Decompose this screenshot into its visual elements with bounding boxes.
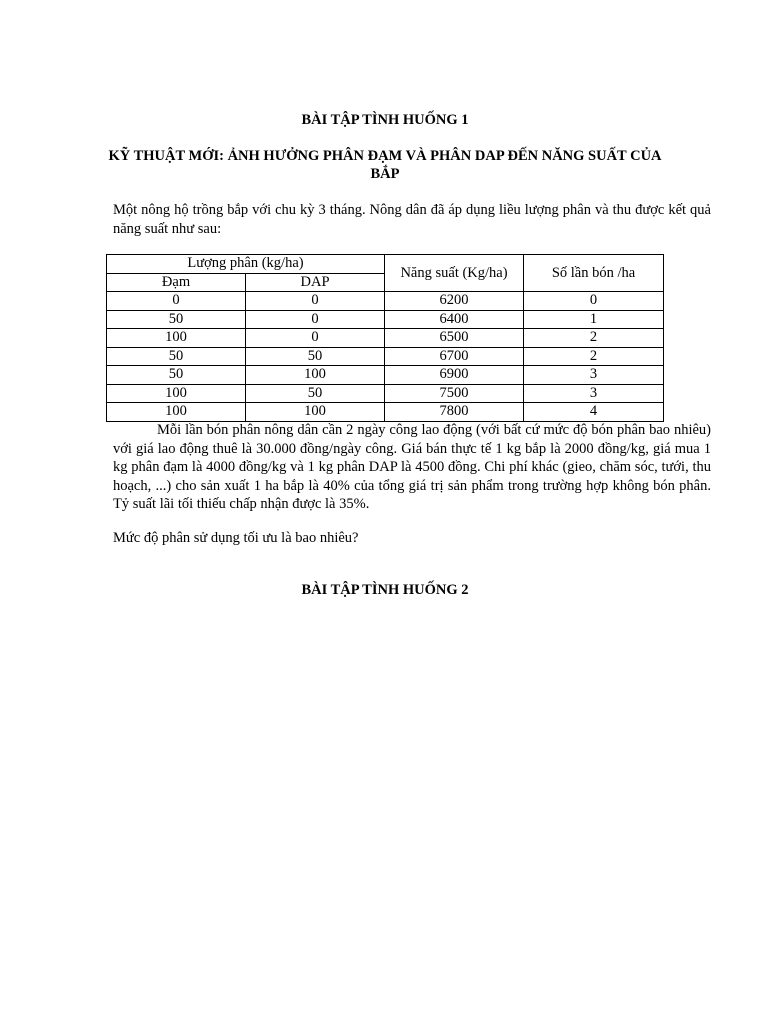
cell-dap: 100 (246, 403, 385, 422)
cell-dam: 100 (107, 403, 246, 422)
header-yield: Năng suất (Kg/ha) (385, 255, 524, 292)
cell-yield: 7800 (385, 403, 524, 422)
exercise-2-title: BÀI TẬP TÌNH HUỐNG 2 (301, 582, 469, 598)
cell-times: 2 (524, 329, 664, 348)
problem-text: Mỗi lần bón phân nông dân cần 2 ngày công lao động (với bất cứ mức độ bón phân bao nhiêu) với giá lao động thuê là 30.000 đồng/ngày công. Giá bán thực tế 1 kg bắp là 2000 đồng/kg, giá mua 1 kg phân đạm là 4000 đồng/kg và 1 kg phân DAP là 4500 đồng. Chi phí khác (gieo, chăm sóc, tưới, thu hoạch, ...) cho sản xuất 1 ha bắp là 40% của tổng giá trị sản phẩm trong trường hợp không bón phân. Tỷ suất lãi tối thiếu chấp nhận được là 35%. (113, 422, 711, 512)
question-text: Mức độ phân sử dụng tối ưu là bao nhiêu? (113, 530, 359, 546)
table-row (107, 366, 664, 385)
cell-times: 3 (524, 384, 664, 403)
cell-times: 2 (524, 347, 664, 366)
table-row (107, 403, 664, 422)
problem-paragraph (113, 421, 711, 514)
header-fertilizer-amount: Lượng phân (kg/ha) (107, 255, 385, 274)
cell-yield: 6200 (385, 292, 524, 311)
table-row (107, 329, 664, 348)
cell-dam: 100 (107, 329, 246, 348)
cell-dam: 0 (107, 292, 246, 311)
intro-paragraph: Một nông hộ trồng bắp với chu kỳ 3 tháng. Nông dân đã áp dụng liều lượng phân và thu được kết quả năng suất như sau: (113, 202, 711, 237)
header-dam: Đạm (107, 273, 246, 292)
table-row (107, 292, 664, 311)
exercise-1-subtitle: KỸ THUẬT MỚI: ẢNH HƯỞNG PHÂN ĐẠM VÀ PHÂN DAP ĐẾN NĂNG SUẤT CỦA BẮP (108, 148, 662, 182)
cell-yield: 6700 (385, 347, 524, 366)
fertilizer-yield-table (106, 254, 664, 422)
header-times-applied: Số lần bón /ha (524, 255, 664, 292)
cell-dam: 50 (107, 310, 246, 329)
cell-dap: 50 (246, 347, 385, 366)
cell-dam: 50 (107, 347, 246, 366)
cell-times: 4 (524, 403, 664, 422)
cell-dap: 50 (246, 384, 385, 403)
cell-yield: 7500 (385, 384, 524, 403)
table-row (107, 310, 664, 329)
table-row (107, 384, 664, 403)
cell-yield: 6400 (385, 310, 524, 329)
exercise-1-title: BÀI TẬP TÌNH HUỐNG 1 (301, 112, 469, 128)
cell-yield: 6900 (385, 366, 524, 385)
cell-dam: 50 (107, 366, 246, 385)
cell-dam: 100 (107, 384, 246, 403)
cell-dap: 0 (246, 292, 385, 311)
cell-times: 0 (524, 292, 664, 311)
cell-dap: 0 (246, 329, 385, 348)
header-dap: DAP (246, 273, 385, 292)
cell-dap: 0 (246, 310, 385, 329)
cell-yield: 6500 (385, 329, 524, 348)
cell-times: 3 (524, 366, 664, 385)
table-row (107, 347, 664, 366)
cell-times: 1 (524, 310, 664, 329)
cell-dap: 100 (246, 366, 385, 385)
table-header-row (107, 255, 664, 274)
